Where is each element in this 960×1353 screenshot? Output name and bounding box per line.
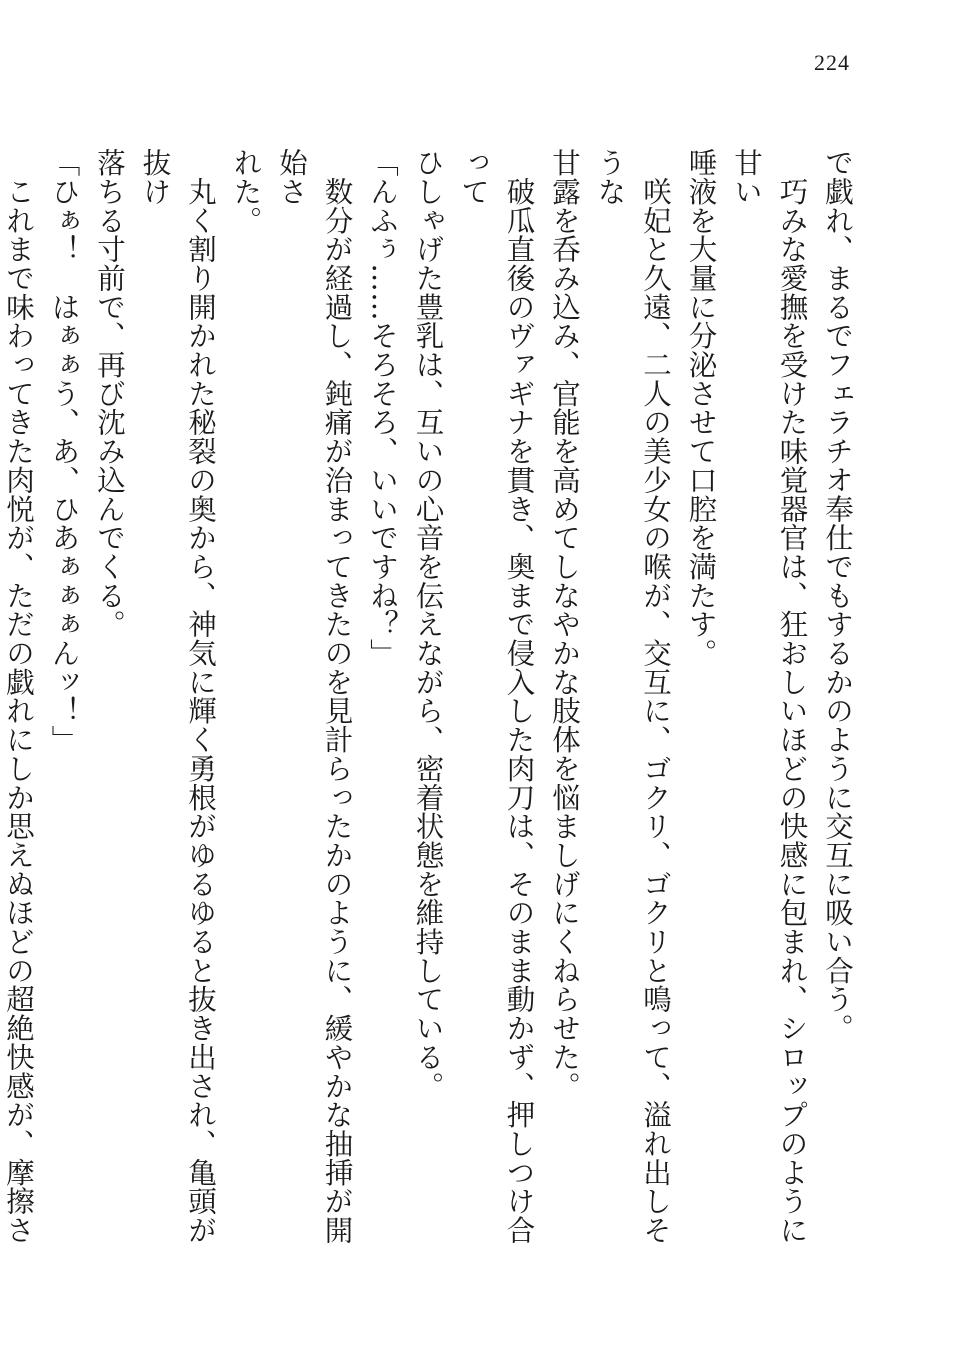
text-line: れた。 [229, 148, 263, 235]
text-line: で戯れ、まるでフェラチオ奉仕でもするかのように交互に吸い合う。 [821, 148, 854, 1043]
text-line: ひしゃげた豊乳は、互いの心音を伝えながら、密着状態を維持している。 [411, 148, 445, 1101]
text-line: 巧みな愛撫を受けた味覚器官は、狂おしいほどの快感に包まれ、シロップのように甘い [730, 148, 809, 1245]
text-line: 数分が経過し、鈍痛が治まってきたのを見計らったかのように、緩やかな抽挿が開始さ [275, 148, 354, 1245]
text-line: 甘露を呑み込み、官能を高めてしなやかな肢体を悩ましげにくねらせた。 [548, 148, 581, 1101]
text-line: 落ちる寸前で、再び沈み込んでくる。 [93, 148, 126, 639]
text-line: 「んふぅ……そろそろ、いいですね？」 [366, 148, 399, 668]
page-number: 224 [814, 50, 850, 75]
text-line: これまで味わってきた肉悦が、ただの戯れにしか思えぬほどの超絶快感が、摩擦さ [2, 176, 35, 1245]
text-line: 咲妃と久遠、二人の美少女の喉が、交互に、ゴクリ、ゴクリと鳴って、溢れ出しそうな [593, 148, 672, 1245]
text-line: 丸く割り開かれた秘裂の奥から、神気に輝く勇根がゆるゆると抜き出され、亀頭が抜け [138, 148, 217, 1245]
text-line: 唾液を大量に分泌させて口腔を満たす。 [684, 148, 718, 668]
body-text [2, 148, 860, 1258]
text-line: 破瓜直後のヴァギナを貫き、奥まで侵入した肉刀は、そのまま動かず、押しつけ合って [457, 148, 536, 1245]
text-line: 「ひぁ！ はぁぁう、あ、ひあぁぁぁんッ！」 [47, 148, 81, 754]
